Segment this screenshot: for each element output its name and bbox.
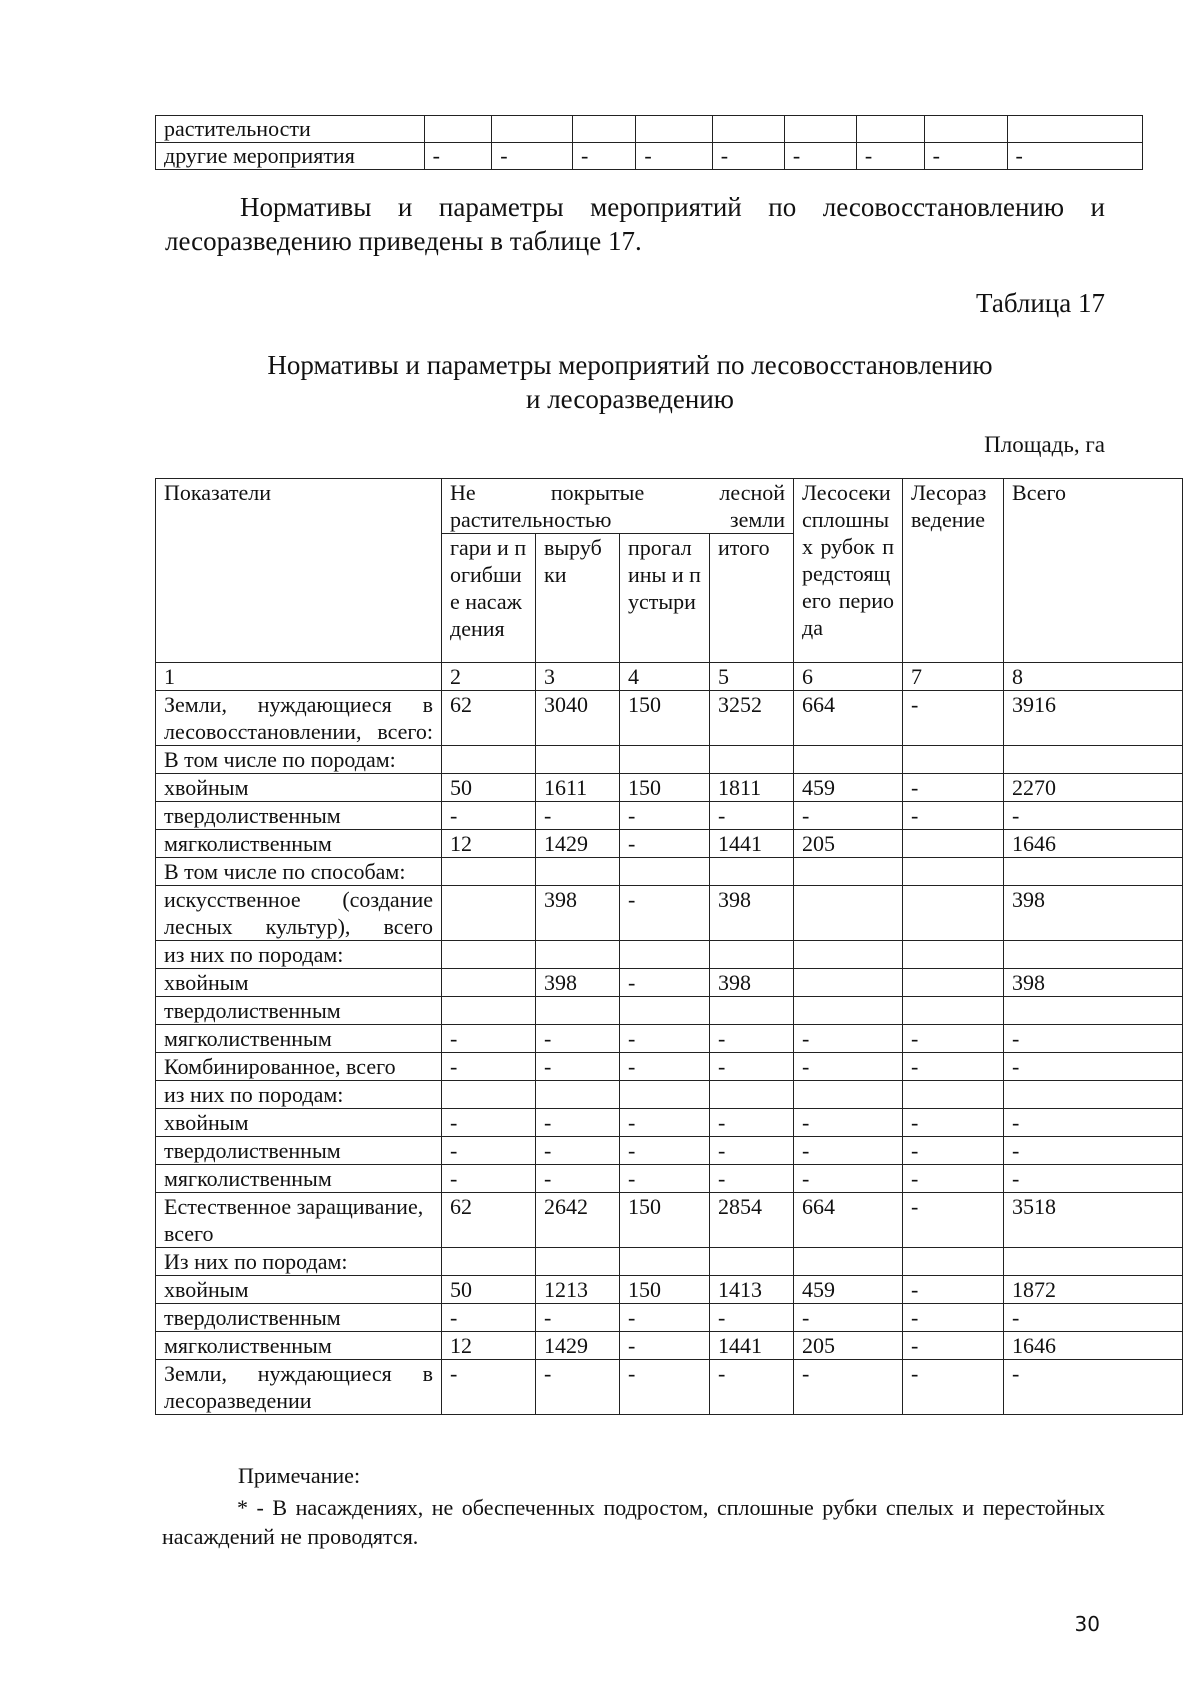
table-cell bbox=[903, 1248, 1004, 1276]
table-row bbox=[156, 969, 1183, 997]
row-label: мягколиственным bbox=[156, 1332, 442, 1360]
header-clearings: вырубки bbox=[536, 534, 620, 663]
table-cell: - bbox=[636, 143, 712, 170]
table-cell: - bbox=[620, 969, 710, 997]
table-cell: 205 bbox=[794, 830, 903, 858]
row-label: хвойным bbox=[156, 774, 442, 802]
row-label: мягколиственным bbox=[156, 830, 442, 858]
table-cell: 62 bbox=[442, 1193, 536, 1248]
table-cell: - bbox=[712, 143, 784, 170]
table-cell: - bbox=[620, 1304, 710, 1332]
table-cell: - bbox=[710, 1360, 794, 1415]
header-total: Всего bbox=[1004, 479, 1183, 663]
table-row bbox=[156, 1109, 1183, 1137]
table-cell: - bbox=[903, 802, 1004, 830]
header-not-covered: Не покрытые лесной растительностью земли bbox=[442, 479, 794, 534]
table-cell: 664 bbox=[794, 691, 903, 746]
table-cell: - bbox=[1007, 143, 1142, 170]
table-cell bbox=[620, 997, 710, 1025]
table-cell: - bbox=[620, 886, 710, 941]
table-cell: 664 bbox=[794, 1193, 903, 1248]
table-cell bbox=[794, 969, 903, 997]
table-cell: - bbox=[536, 1025, 620, 1053]
table-cell: 2854 bbox=[710, 1193, 794, 1248]
table-cell: - bbox=[903, 1137, 1004, 1165]
table-cell bbox=[536, 746, 620, 774]
table-row bbox=[156, 802, 1183, 830]
column-number-row bbox=[156, 663, 1183, 691]
table-cell: - bbox=[1004, 1109, 1183, 1137]
table-cell: 1872 bbox=[1004, 1276, 1183, 1304]
table-cell bbox=[1004, 1248, 1183, 1276]
table-cell: - bbox=[536, 1360, 620, 1415]
row-label: из них по породам: bbox=[156, 941, 442, 969]
table-cell bbox=[856, 116, 924, 143]
table-row bbox=[156, 143, 1143, 170]
table-row bbox=[156, 1053, 1183, 1081]
table-cell: - bbox=[536, 1053, 620, 1081]
table-cell bbox=[536, 1248, 620, 1276]
table-cell bbox=[620, 1081, 710, 1109]
table-cell: - bbox=[620, 1053, 710, 1081]
table-cell: - bbox=[442, 1360, 536, 1415]
table-cell: 12 bbox=[442, 1332, 536, 1360]
row-label: мягколиственным bbox=[156, 1025, 442, 1053]
table-cell bbox=[710, 1081, 794, 1109]
table-cell: - bbox=[710, 802, 794, 830]
intro-paragraph: Нормативы и параметры мероприятий по лесовосстановлению и лесоразведению приведены в таблице 17. bbox=[165, 192, 1105, 256]
table-cell: - bbox=[903, 1332, 1004, 1360]
table-cell: 12 bbox=[442, 830, 536, 858]
table-cell bbox=[1004, 858, 1183, 886]
table-cell bbox=[1004, 746, 1183, 774]
table-cell bbox=[442, 997, 536, 1025]
table-cell: - bbox=[442, 1053, 536, 1081]
table-cell bbox=[536, 1081, 620, 1109]
table-cell: - bbox=[903, 1025, 1004, 1053]
table-cell: 398 bbox=[710, 969, 794, 997]
table-cell: 1441 bbox=[710, 830, 794, 858]
row-label: из них по породам: bbox=[156, 1081, 442, 1109]
table-row bbox=[156, 1332, 1183, 1360]
table-cell: - bbox=[442, 1025, 536, 1053]
table-cell bbox=[442, 1081, 536, 1109]
table-row bbox=[156, 1025, 1183, 1053]
table-cell bbox=[442, 941, 536, 969]
table-cell bbox=[903, 941, 1004, 969]
row-label: Из них по породам: bbox=[156, 1248, 442, 1276]
table-cell: 2270 bbox=[1004, 774, 1183, 802]
table-cell bbox=[710, 858, 794, 886]
table-cell: - bbox=[924, 143, 1007, 170]
table-row bbox=[156, 1248, 1183, 1276]
table-number: Таблица 17 bbox=[976, 288, 1105, 318]
table-row bbox=[156, 774, 1183, 802]
row-label: хвойным bbox=[156, 1109, 442, 1137]
table-cell bbox=[903, 997, 1004, 1025]
table-cell: - bbox=[903, 1053, 1004, 1081]
table-cell bbox=[903, 969, 1004, 997]
row-label: искусственное (создание лесных культур), всего bbox=[156, 886, 442, 941]
table-cell: - bbox=[903, 1193, 1004, 1248]
table-cell: 1611 bbox=[536, 774, 620, 802]
table-row bbox=[156, 997, 1183, 1025]
table-cell: - bbox=[620, 802, 710, 830]
column-number: 5 bbox=[710, 663, 794, 691]
table-cell bbox=[620, 941, 710, 969]
column-number: 1 bbox=[156, 663, 442, 691]
row-label: Земли, нуждающиеся в лесоразведении bbox=[156, 1360, 442, 1415]
table-cell: - bbox=[1004, 1137, 1183, 1165]
table-cell bbox=[924, 116, 1007, 143]
table-cell: - bbox=[536, 1165, 620, 1193]
header-subtotal: итого bbox=[710, 534, 794, 663]
table-cell: - bbox=[620, 1137, 710, 1165]
table-cell: - bbox=[442, 1304, 536, 1332]
table-cell bbox=[903, 858, 1004, 886]
table-cell bbox=[1007, 116, 1142, 143]
table-cell bbox=[710, 1248, 794, 1276]
table-cell bbox=[536, 858, 620, 886]
row-label: растительности bbox=[156, 116, 425, 143]
table-row bbox=[156, 1304, 1183, 1332]
table-cell: - bbox=[710, 1165, 794, 1193]
table-cell: - bbox=[1004, 1360, 1183, 1415]
table-cell bbox=[903, 1081, 1004, 1109]
row-label: твердолиственным bbox=[156, 802, 442, 830]
table-cell: - bbox=[710, 1304, 794, 1332]
table-cell: - bbox=[536, 1304, 620, 1332]
row-label: Комбинированное, всего bbox=[156, 1053, 442, 1081]
table-cell bbox=[1004, 941, 1183, 969]
table-cell: 150 bbox=[620, 774, 710, 802]
table-cell: 62 bbox=[442, 691, 536, 746]
table-cell: - bbox=[620, 1109, 710, 1137]
table-cell bbox=[536, 997, 620, 1025]
forest-restoration-table bbox=[155, 478, 1183, 1415]
table-cell bbox=[536, 941, 620, 969]
table-cell: - bbox=[794, 1137, 903, 1165]
row-label: твердолиственным bbox=[156, 1304, 442, 1332]
table-cell: 1646 bbox=[1004, 830, 1183, 858]
table-cell: - bbox=[1004, 1165, 1183, 1193]
table-row bbox=[156, 1193, 1183, 1248]
table-cell: 1811 bbox=[710, 774, 794, 802]
table-cell: - bbox=[903, 774, 1004, 802]
table-cell: - bbox=[1004, 1053, 1183, 1081]
table-row bbox=[156, 886, 1183, 941]
table-cell: 150 bbox=[620, 1193, 710, 1248]
table-cell bbox=[442, 1248, 536, 1276]
table-cell: - bbox=[903, 1109, 1004, 1137]
table-cell: 150 bbox=[620, 1276, 710, 1304]
column-number: 2 bbox=[442, 663, 536, 691]
table-cell: - bbox=[620, 1332, 710, 1360]
table-cell: 1413 bbox=[710, 1276, 794, 1304]
table-cell: - bbox=[794, 1360, 903, 1415]
table-cell: - bbox=[794, 1025, 903, 1053]
table-title-line-2: и лесоразведению bbox=[526, 384, 734, 414]
table-cell bbox=[794, 746, 903, 774]
table-cell: - bbox=[536, 802, 620, 830]
row-label: Естественное заращивание, всего bbox=[156, 1193, 442, 1248]
table-cell bbox=[794, 941, 903, 969]
table-cell: - bbox=[856, 143, 924, 170]
table-title-line-1: Нормативы и параметры мероприятий по лесовосстановлению bbox=[267, 350, 993, 380]
units-label: Площадь, га bbox=[984, 432, 1105, 457]
table-cell: - bbox=[1004, 1304, 1183, 1332]
column-number: 6 bbox=[794, 663, 903, 691]
table-cell bbox=[442, 886, 536, 941]
table-cell: - bbox=[903, 1360, 1004, 1415]
table-cell bbox=[442, 858, 536, 886]
table-cell bbox=[1004, 997, 1183, 1025]
header-burns: гари и погибшие насаждения bbox=[442, 534, 536, 663]
table-cell: - bbox=[794, 1304, 903, 1332]
table-cell: 459 bbox=[794, 774, 903, 802]
top-table-fragment bbox=[155, 115, 1143, 170]
header-row-top bbox=[156, 479, 1183, 534]
table-cell: - bbox=[1004, 1025, 1183, 1053]
table-cell: - bbox=[903, 1304, 1004, 1332]
table-cell: 1441 bbox=[710, 1332, 794, 1360]
table-row bbox=[156, 1360, 1183, 1415]
column-number: 3 bbox=[536, 663, 620, 691]
table-cell bbox=[903, 830, 1004, 858]
table-row bbox=[156, 1276, 1183, 1304]
table-cell: - bbox=[442, 1109, 536, 1137]
table-cell bbox=[424, 116, 492, 143]
table-cell: 50 bbox=[442, 774, 536, 802]
table-cell: 1429 bbox=[536, 1332, 620, 1360]
table-row bbox=[156, 858, 1183, 886]
table-cell: - bbox=[573, 143, 636, 170]
table-cell bbox=[1004, 1081, 1183, 1109]
table-cell: - bbox=[442, 1165, 536, 1193]
row-label: мягколиственным bbox=[156, 1165, 442, 1193]
table-cell bbox=[710, 997, 794, 1025]
table-cell: - bbox=[794, 802, 903, 830]
table-cell: - bbox=[710, 1109, 794, 1137]
table-cell: 1213 bbox=[536, 1276, 620, 1304]
table-cell bbox=[620, 858, 710, 886]
table-cell bbox=[442, 746, 536, 774]
table-cell: 1646 bbox=[1004, 1332, 1183, 1360]
table-cell bbox=[573, 116, 636, 143]
table-cell: 50 bbox=[442, 1276, 536, 1304]
table-cell: - bbox=[620, 1360, 710, 1415]
table-cell: - bbox=[784, 143, 856, 170]
table-cell bbox=[636, 116, 712, 143]
table-row bbox=[156, 1137, 1183, 1165]
table-cell: 459 bbox=[794, 1276, 903, 1304]
table-cell: - bbox=[424, 143, 492, 170]
table-cell: 398 bbox=[536, 886, 620, 941]
table-cell bbox=[903, 746, 1004, 774]
table-cell bbox=[784, 116, 856, 143]
table-cell bbox=[712, 116, 784, 143]
table-cell: - bbox=[903, 691, 1004, 746]
table-title bbox=[160, 348, 1100, 416]
table-cell: 398 bbox=[1004, 969, 1183, 997]
table-row bbox=[156, 116, 1143, 143]
table-cell: 3518 bbox=[1004, 1193, 1183, 1248]
table-cell bbox=[903, 886, 1004, 941]
table-row bbox=[156, 941, 1183, 969]
table-row bbox=[156, 691, 1183, 746]
table-cell: 1429 bbox=[536, 830, 620, 858]
table-cell bbox=[794, 858, 903, 886]
header-afforestation: Лесоразведение bbox=[903, 479, 1004, 663]
row-label: Земли, нуждающиеся в лесовосстановлении, всего: bbox=[156, 691, 442, 746]
table-cell: - bbox=[794, 1053, 903, 1081]
table-cell: - bbox=[710, 1053, 794, 1081]
table-cell bbox=[794, 1248, 903, 1276]
table-cell bbox=[442, 969, 536, 997]
table-cell bbox=[794, 886, 903, 941]
table-cell: - bbox=[903, 1276, 1004, 1304]
table-cell: - bbox=[620, 1165, 710, 1193]
table-cell: 398 bbox=[1004, 886, 1183, 941]
table-cell: 3916 bbox=[1004, 691, 1183, 746]
row-label: твердолиственным bbox=[156, 1137, 442, 1165]
table-row bbox=[156, 746, 1183, 774]
row-label: другие мероприятия bbox=[156, 143, 425, 170]
table-cell: - bbox=[794, 1109, 903, 1137]
table-cell: - bbox=[536, 1137, 620, 1165]
column-number: 4 bbox=[620, 663, 710, 691]
table-cell: - bbox=[1004, 802, 1183, 830]
table-cell: 398 bbox=[536, 969, 620, 997]
page-number: 30 bbox=[1074, 1612, 1100, 1636]
header-clearcuts: Лесосеки сплошных рубок предстоящего периода bbox=[794, 479, 903, 663]
table-cell: 150 bbox=[620, 691, 710, 746]
table-cell bbox=[492, 116, 573, 143]
row-label: хвойным bbox=[156, 969, 442, 997]
table-row bbox=[156, 830, 1183, 858]
table-cell: - bbox=[710, 1137, 794, 1165]
table-cell: 3252 bbox=[710, 691, 794, 746]
table-cell bbox=[620, 746, 710, 774]
table-cell: 398 bbox=[710, 886, 794, 941]
table-row bbox=[156, 1081, 1183, 1109]
table-cell: - bbox=[620, 1025, 710, 1053]
table-cell bbox=[710, 746, 794, 774]
table-cell bbox=[794, 1081, 903, 1109]
row-label: хвойным bbox=[156, 1276, 442, 1304]
table-cell: - bbox=[710, 1025, 794, 1053]
column-number: 8 bbox=[1004, 663, 1183, 691]
row-label: В том числе по способам: bbox=[156, 858, 442, 886]
table-row bbox=[156, 1165, 1183, 1193]
table-cell: - bbox=[620, 830, 710, 858]
note-text: * - В насаждениях, не обеспеченных подростом, сплошные рубки спелых и перестойных насаждений не проводятся. bbox=[162, 1495, 1105, 1549]
table-cell: 3040 bbox=[536, 691, 620, 746]
table-cell: 2642 bbox=[536, 1193, 620, 1248]
table-cell: - bbox=[492, 143, 573, 170]
table-cell bbox=[794, 997, 903, 1025]
note-label: Примечание: bbox=[238, 1463, 361, 1488]
table-cell: - bbox=[442, 1137, 536, 1165]
table-cell bbox=[620, 1248, 710, 1276]
table-cell: - bbox=[442, 802, 536, 830]
table-cell: - bbox=[903, 1165, 1004, 1193]
table-cell: 205 bbox=[794, 1332, 903, 1360]
table-cell bbox=[710, 941, 794, 969]
table-cell: - bbox=[794, 1165, 903, 1193]
row-label: твердолиственным bbox=[156, 997, 442, 1025]
header-glades: прогалины и пустыри bbox=[620, 534, 710, 663]
column-number: 7 bbox=[903, 663, 1004, 691]
table-cell: - bbox=[536, 1109, 620, 1137]
row-label: В том числе по породам: bbox=[156, 746, 442, 774]
header-indicators: Показатели bbox=[156, 479, 442, 663]
